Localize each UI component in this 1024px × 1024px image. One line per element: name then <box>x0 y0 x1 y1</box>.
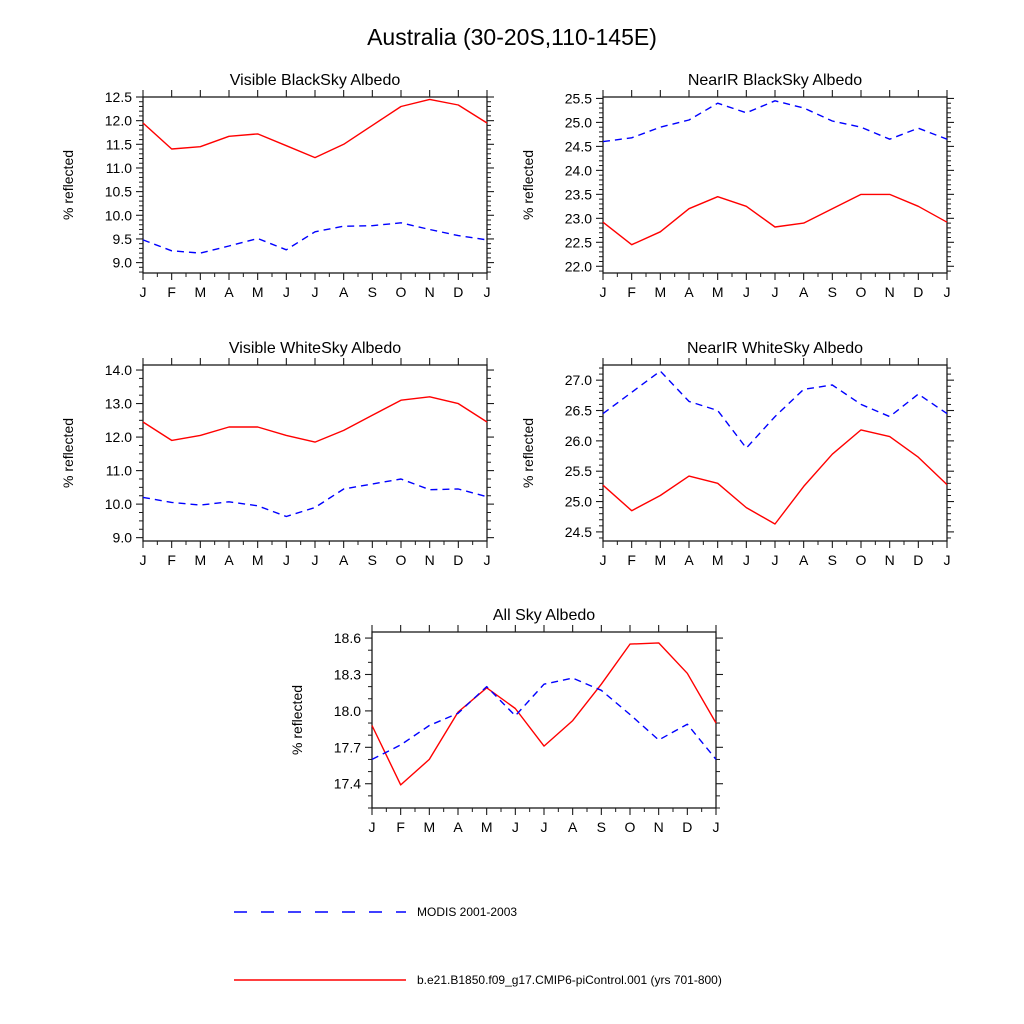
panel-title: NearIR BlackSky Albedo <box>687 72 863 89</box>
series-modis <box>603 371 947 448</box>
y-tick-label: 25.0 <box>564 493 592 510</box>
all-sky-albedo-plot <box>259 595 729 851</box>
x-tick-label: F <box>167 552 176 568</box>
x-tick-label: S <box>367 552 378 568</box>
x-tick-label: A <box>338 284 349 300</box>
y-tick-label: 22.5 <box>564 234 592 251</box>
y-tick-label: 24.5 <box>564 523 592 540</box>
chart-visible-blacksky-albedo <box>30 60 500 316</box>
y-tick-label: 12.5 <box>104 89 132 105</box>
x-tick-label: A <box>684 284 694 300</box>
x-tick-label: J <box>511 819 519 835</box>
x-tick-label: O <box>395 552 407 568</box>
x-tick-label: D <box>913 284 924 300</box>
x-tick-label: D <box>453 284 464 300</box>
y-axis-label: % reflected <box>60 417 76 489</box>
panel-title: Visible WhiteSky Albedo <box>228 340 402 357</box>
x-tick-label: A <box>567 819 578 835</box>
x-tick-label: M <box>654 284 667 300</box>
x-tick-label: J <box>311 552 319 568</box>
y-tick-label: 26.5 <box>564 402 592 419</box>
nearir-blacksky-albedo-plot <box>490 60 960 316</box>
x-tick-label: N <box>884 284 895 300</box>
y-tick-label: 18.6 <box>333 630 361 647</box>
x-tick-label: J <box>139 284 147 300</box>
y-tick-label: 27.0 <box>564 372 592 389</box>
series-modis <box>143 479 487 517</box>
x-tick-label: A <box>798 552 809 568</box>
x-tick-label: F <box>627 552 636 568</box>
x-tick-label: D <box>453 552 464 568</box>
x-tick-label: N <box>884 552 895 568</box>
series-model <box>143 397 487 442</box>
x-tick-label: O <box>855 284 867 300</box>
chart-all-sky-albedo <box>259 595 729 851</box>
solid-line-swatch <box>232 971 408 989</box>
x-tick-label: J <box>771 284 779 300</box>
panel-title: NearIR WhiteSky Albedo <box>686 340 864 357</box>
y-tick-label: 9.0 <box>112 254 132 271</box>
y-tick-label: 18.3 <box>333 666 361 683</box>
x-tick-label: D <box>682 819 693 835</box>
y-tick-label: 9.5 <box>112 230 132 247</box>
x-tick-label: A <box>338 552 349 568</box>
x-tick-label: A <box>453 819 463 835</box>
series-model <box>603 194 947 244</box>
y-tick-label: 17.7 <box>333 739 361 756</box>
x-tick-label: F <box>627 284 636 300</box>
x-tick-label: M <box>423 819 436 835</box>
y-tick-label: 11.5 <box>105 136 132 153</box>
y-axis-label: % reflected <box>289 684 305 756</box>
y-tick-label: 25.5 <box>564 463 592 480</box>
x-tick-label: N <box>424 552 435 568</box>
x-tick-label: J <box>712 819 720 835</box>
y-tick-label: 23.5 <box>564 186 592 203</box>
x-tick-label: M <box>711 552 724 568</box>
series-model <box>603 430 947 524</box>
page-title: Australia (30-20S,110-145E) <box>367 24 657 50</box>
x-tick-label: N <box>653 819 664 835</box>
series-modis <box>143 223 487 253</box>
x-tick-label: J <box>368 819 376 835</box>
chart-nearir-whitesky-albedo <box>490 328 960 584</box>
y-tick-label: 25.0 <box>564 114 592 131</box>
x-tick-label: J <box>771 552 779 568</box>
x-tick-label: J <box>483 552 491 568</box>
y-tick-label: 26.0 <box>564 432 592 449</box>
x-tick-label: S <box>367 284 378 300</box>
y-tick-label: 13.0 <box>104 395 132 412</box>
x-tick-label: J <box>742 552 750 568</box>
x-tick-label: S <box>596 819 607 835</box>
x-tick-label: M <box>480 819 493 835</box>
legend-label-modis: MODIS 2001-2003 <box>417 905 518 919</box>
series-modis <box>603 101 947 142</box>
chart-visible-whitesky-albedo <box>30 328 500 584</box>
x-tick-label: J <box>139 552 147 568</box>
legend-item-modis <box>232 903 517 921</box>
y-tick-label: 17.4 <box>333 775 361 792</box>
y-tick-label: 10.5 <box>104 183 132 200</box>
x-tick-label: J <box>943 284 951 300</box>
x-tick-label: M <box>194 284 207 300</box>
x-tick-label: J <box>943 552 951 568</box>
x-tick-label: J <box>282 284 290 300</box>
panel-title: All Sky Albedo <box>492 607 596 624</box>
x-tick-label: M <box>251 552 264 568</box>
x-tick-label: O <box>624 819 636 835</box>
x-tick-label: O <box>855 552 867 568</box>
y-tick-label: 10.0 <box>104 496 132 513</box>
x-tick-label: M <box>711 284 724 300</box>
dashed-line-swatch <box>232 903 408 921</box>
y-tick-label: 18.0 <box>333 702 361 719</box>
y-tick-label: 12.0 <box>104 112 132 129</box>
x-tick-label: J <box>282 552 290 568</box>
x-tick-label: S <box>827 552 838 568</box>
x-tick-label: F <box>167 284 176 300</box>
y-tick-label: 25.5 <box>564 90 592 107</box>
x-tick-label: N <box>424 284 435 300</box>
chart-nearir-blacksky-albedo <box>490 60 960 316</box>
visible-whitesky-albedo-plot <box>30 328 500 584</box>
y-tick-label: 23.0 <box>564 210 592 227</box>
series-model <box>372 643 716 785</box>
x-tick-label: A <box>798 284 809 300</box>
x-tick-label: A <box>684 552 694 568</box>
x-tick-label: J <box>599 284 607 300</box>
y-tick-label: 11.0 <box>105 462 132 479</box>
x-tick-label: J <box>599 552 607 568</box>
visible-blacksky-albedo-plot <box>30 60 500 316</box>
x-tick-label: D <box>913 552 924 568</box>
x-tick-label: A <box>224 284 234 300</box>
x-tick-label: J <box>742 284 750 300</box>
x-tick-label: J <box>311 284 319 300</box>
series-model <box>143 99 487 157</box>
x-tick-label: M <box>654 552 667 568</box>
panel-title: Visible BlackSky Albedo <box>229 72 401 89</box>
y-tick-label: 11.0 <box>105 159 132 176</box>
y-tick-label: 12.0 <box>104 429 132 446</box>
x-tick-label: S <box>827 284 838 300</box>
x-tick-label: J <box>483 284 491 300</box>
y-tick-label: 24.5 <box>564 138 592 155</box>
y-tick-label: 14.0 <box>104 362 132 379</box>
x-tick-label: M <box>251 284 264 300</box>
y-tick-label: 22.0 <box>564 258 592 275</box>
x-tick-label: F <box>396 819 405 835</box>
y-axis-label: % reflected <box>520 417 536 489</box>
x-tick-label: J <box>540 819 548 835</box>
x-tick-label: O <box>395 284 407 300</box>
y-tick-label: 24.0 <box>564 162 592 179</box>
y-axis-label: % reflected <box>520 149 536 221</box>
legend-item-model <box>232 971 722 989</box>
nearir-whitesky-albedo-plot <box>490 328 960 584</box>
y-tick-label: 9.0 <box>112 529 132 546</box>
y-axis-label: % reflected <box>60 149 76 221</box>
y-tick-label: 10.0 <box>104 207 132 224</box>
x-tick-label: A <box>224 552 234 568</box>
legend-label-model: b.e21.B1850.f09_g17.CMIP6-piControl.001 (yrs 701-800) <box>417 973 722 987</box>
x-tick-label: M <box>194 552 207 568</box>
series-modis <box>372 678 716 759</box>
